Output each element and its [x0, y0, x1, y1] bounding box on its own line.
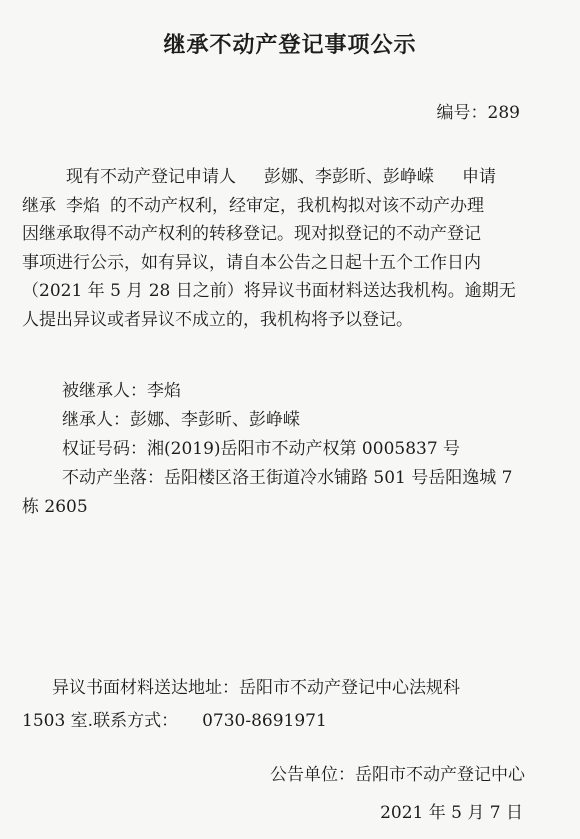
body-line-2-part1: 继承: [22, 195, 56, 216]
decedent-name-inline: 李焰: [66, 195, 100, 216]
applicant-names: 彭娜、李彭昕、彭峥嵘: [264, 167, 434, 187]
body-line-1-prefix: 现有不动产登记申请人: [66, 167, 236, 187]
heirs-row: 继承人：彭娜、李彭昕、彭峥嵘: [62, 410, 300, 430]
body-line-1: [22, 163, 567, 192]
issuer-block: [270, 760, 525, 828]
body-line-3: 因继承取得不动产权利的转移登记。现对拟登记的不动产登记: [22, 224, 481, 244]
property-location-continuation: 栋 2605: [22, 497, 88, 517]
issuing-unit: 公告单位：岳阳市不动产登记中心: [270, 765, 525, 785]
body-line-2-part2: 的不动产权利，经审定，我机构拟对该不动产办理: [110, 195, 484, 216]
objection-contact: [22, 672, 567, 738]
body-line-4: 事项进行公示，如有异议，请自本公告之日起十五个工作日内: [22, 252, 481, 273]
contact-prefix: 1503 室.联系方式：: [22, 711, 179, 731]
objection-address: 异议书面材料送达地址：岳阳市不动产登记中心法规科: [52, 678, 460, 698]
property-location-row: 不动产坐落：岳阳楼区洛王街道冷水铺路 501 号岳阳逸城 7: [62, 468, 513, 488]
certificate-number-row: 权证号码：湘(2019)岳阳市不动产权第 0005837 号: [62, 439, 461, 459]
body-line-2: [22, 192, 567, 221]
notice-title: 继承不动产登记事项公示: [163, 33, 417, 58]
objection-contact-row: [22, 705, 567, 738]
issue-date: 2021 年 5 月 7 日: [380, 803, 523, 823]
serial-number: 编号：289: [436, 103, 520, 123]
contact-phone: 0730-8691971: [202, 711, 327, 731]
decedent-row: 被继承人：李焰: [62, 381, 181, 401]
body-line-5: （2021 年 5 月 28 日之前）将异议书面材料送达我机构。逾期无: [22, 281, 516, 301]
property-details: [22, 377, 567, 522]
body-line-1-suffix: 申请: [462, 167, 496, 187]
body-line-6: 人提出异议或者异议不成立的，我机构将予以登记。: [22, 309, 413, 330]
notice-body: [22, 163, 567, 334]
